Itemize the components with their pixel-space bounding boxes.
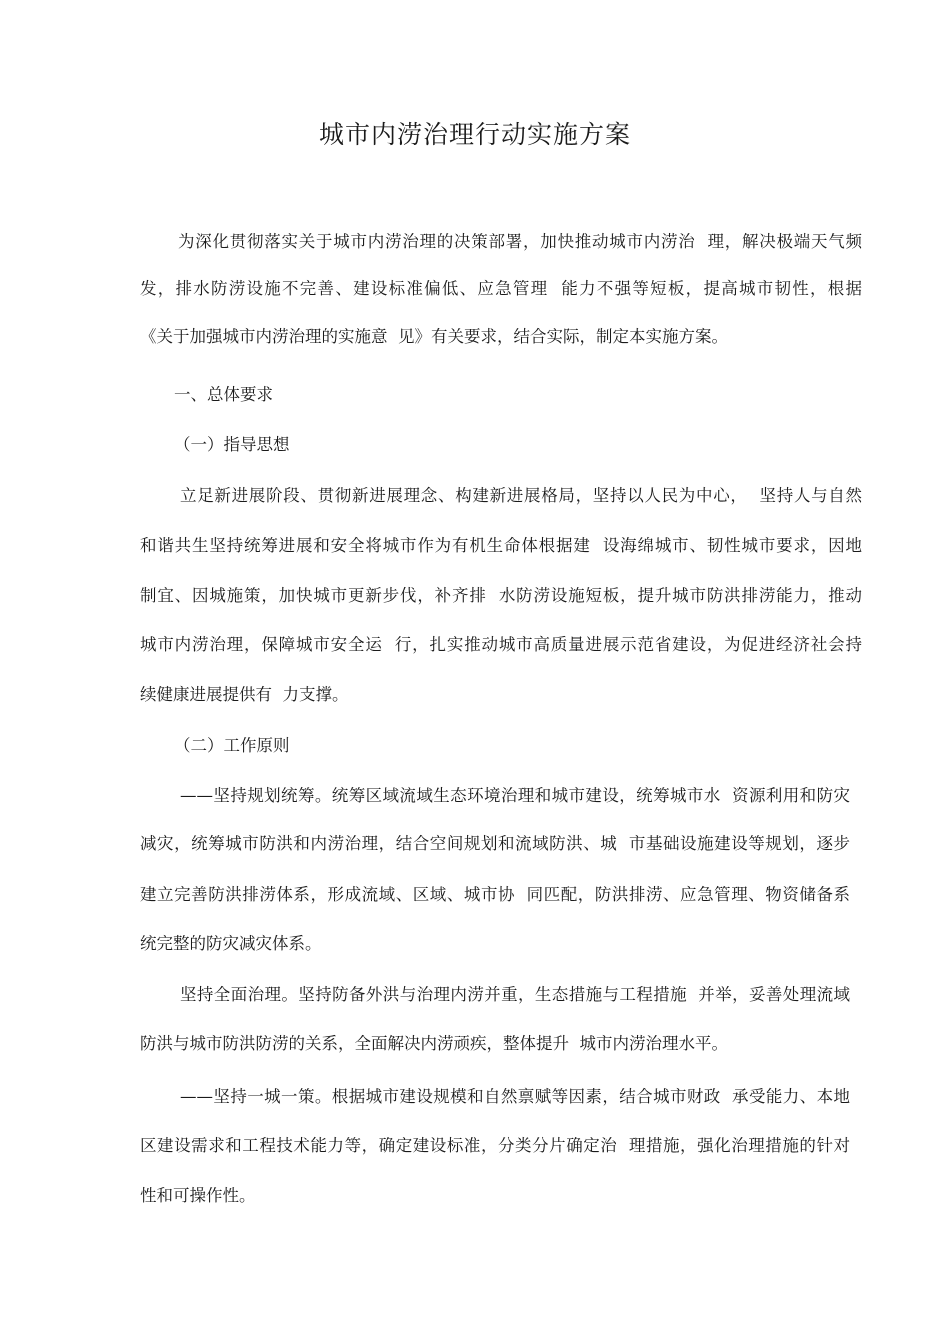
document-title: 城市内涝治理行动实施方案 (318, 120, 631, 149)
intro-line-3: 《关于加强城市内涝治理的实施意 见》有关要求，结合实际，制定本实施方案。 (140, 327, 728, 346)
guiding-line-3: 制宜、因城施策，加快城市更新步伐，补齐排 水防涝设施短板，提升城市防洪排涝能力，推动 (140, 586, 862, 605)
principle-1-line-4: 统完整的防灾减灾体系。 (140, 934, 322, 953)
guiding-line-4: 城市内涝治理，保障城市安全运 行，扎实推动城市高质量进展示范省建设，为促进经济社会持 (140, 635, 862, 654)
principle-3-line-1: ——坚持一城一策。根据城市建设规模和自然禀赋等因素，结合城市财政 承受能力、本地 (180, 1087, 850, 1106)
subsection-1-heading: （一）指导思想 (174, 435, 290, 454)
principle-3-line-3: 性和可操作性。 (140, 1186, 256, 1205)
principle-1-line-3: 建立完善防洪排涝体系，形成流域、区域、城市协 同匹配，防洪排涝、应急管理、物资储备系 (140, 885, 850, 904)
principle-2-line-1: 坚持全面治理。坚持防备外洪与治理内涝并重，生态措施与工程措施 并举，妥善处理流域 (180, 985, 850, 1004)
guiding-line-5: 续健康进展提供有 力支撑。 (140, 685, 349, 704)
principle-1-line-2: 减灾，统筹城市防洪和内涝治理，结合空间规划和流域防洪、城 市基础设施建设等规划，逐步 (140, 834, 850, 853)
principle-2-line-2: 防洪与城市防洪防涝的关系，全面解决内涝顽疾，整体提升 城市内涝治理水平。 (140, 1034, 728, 1053)
intro-line-2: 发，排水防涝设施不完善、建设标准偏低、应急管理 能力不强等短板，提高城市韧性，根据 (140, 279, 862, 298)
guiding-line-2: 和谐共生坚持统筹进展和安全将城市作为有机生命体根据建 设海绵城市、韧性城市要求，因地 (140, 536, 862, 555)
section-1-heading: 一、总体要求 (174, 385, 273, 404)
intro-line-1: 为深化贯彻落实关于城市内涝治理的决策部署，加快推动城市内涝治 理，解决极端天气频 (178, 232, 862, 251)
subsection-2-heading: （二）工作原则 (174, 736, 290, 755)
principle-1-line-1: ——坚持规划统筹。统筹区域流域生态环境治理和城市建设，统筹城市水 资源利用和防灾 (180, 786, 850, 805)
principle-3-line-2: 区建设需求和工程技术能力等，确定建设标准，分类分片确定治 理措施，强化治理措施的针对 (140, 1136, 850, 1155)
guiding-line-1: 立足新进展阶段、贯彻新进展理念、构建新进展格局，坚持以人民为中心， 坚持人与自然 (180, 486, 862, 505)
